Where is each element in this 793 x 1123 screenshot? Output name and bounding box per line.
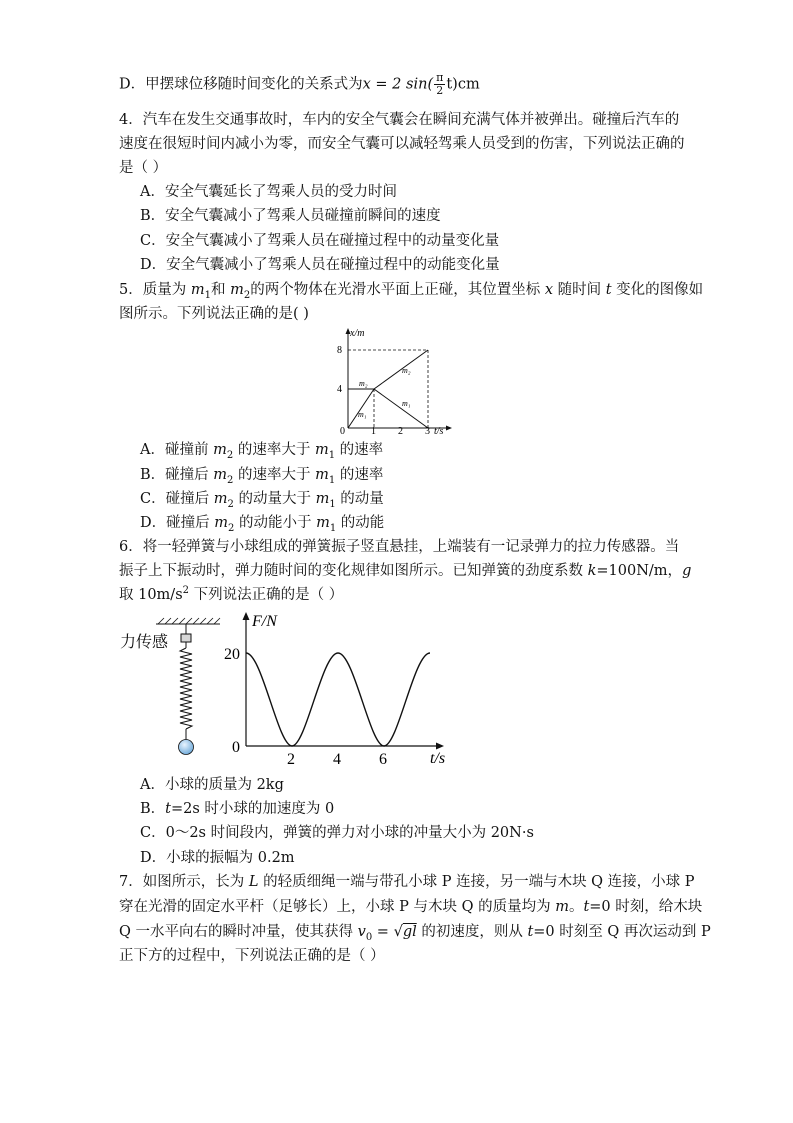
var: m: [230, 282, 244, 298]
text: C．碰撞后: [140, 491, 214, 507]
text: =0 时刻，给木块: [589, 899, 703, 915]
q4-option-b: B．安全气囊减小了驾乘人员碰撞前瞬间的速度: [140, 208, 441, 224]
x-tick-1: 1: [371, 426, 376, 436]
fraction-numerator: π: [436, 71, 444, 84]
text: 的速率大于: [233, 442, 315, 458]
x-tick-3: 3: [425, 426, 430, 436]
x-tick-6: 6: [379, 751, 387, 768]
q6-stem-line-2: [119, 561, 691, 581]
text: 的速率: [335, 442, 384, 458]
q4-option-d: D．安全气囊减小了驾乘人员在碰撞过程中的动能变化量: [140, 257, 500, 273]
var: t: [165, 801, 171, 817]
text: =100N/m，: [596, 563, 683, 579]
x-tick-4: 4: [333, 751, 341, 768]
q7-stem-line-2: [119, 897, 702, 917]
label-m2-before: m₂: [359, 379, 368, 388]
label-m1-after: m₁: [402, 399, 411, 408]
sub: 2: [226, 449, 234, 461]
spring-coil: [180, 648, 192, 729]
sqrt-sign: √: [393, 924, 403, 940]
text: 的两个物体在光滑水平面上正碰，其位置坐标: [250, 282, 545, 298]
q4-stem-line-2: 速度在很短时间内减小为零，而安全气囊可以减轻驾乘人员受到的伤害，下列说法正确的: [119, 136, 685, 152]
y-tick-20: 20: [224, 646, 240, 663]
sub: 2: [227, 522, 235, 534]
sensor-label: 力传感: [120, 632, 169, 651]
text: 的轻质细绳一端与带孔小球 P 连接，另一端与木块 Q 连接，小球 P: [258, 874, 695, 890]
text: =2s 时小球的加速度为 0: [170, 801, 335, 817]
var: m: [315, 467, 329, 483]
text: 的动量: [335, 491, 384, 507]
q6-stem-line-1: 6．将一轻弹簧与小球组成的弹簧振子竖直悬挂，上端装有一记录弹力的拉力传感器。当: [119, 539, 680, 555]
var: m: [213, 442, 227, 458]
m2-after-line: [374, 350, 428, 389]
var: m: [213, 467, 228, 483]
text: B．: [140, 801, 166, 817]
m1-before-line: [348, 389, 374, 428]
x-axis-arrow: [446, 426, 452, 431]
sup: 2: [182, 585, 190, 597]
text: 5．质量为: [119, 282, 191, 298]
q5-option-c: [140, 489, 384, 509]
spring-oscillator-figure: [150, 614, 230, 764]
fraction-denominator: 2: [436, 84, 444, 97]
x-axis-label: t/s: [434, 426, 444, 436]
q4-stem-line-1: 4．汽车在发生交通事故时，车内的安全气囊会在瞬间充满气体并被弹出。碰撞后汽车的: [119, 112, 680, 128]
q5-option-b: [140, 465, 383, 485]
ball: [179, 740, 194, 755]
label-m1-before: m₁: [358, 410, 367, 419]
force-curve: [246, 653, 430, 746]
q7-stem-line-4: 正下方的过程中，下列说法正确的是（ ）: [119, 948, 385, 964]
var: gl: [402, 924, 417, 940]
q6-stem-line-3: [119, 585, 343, 605]
text: A．碰撞前: [140, 442, 214, 458]
y-tick-4: 4: [337, 384, 342, 395]
text: 变化的图像如: [611, 282, 704, 298]
text: 的速率: [335, 467, 384, 483]
text: 。: [568, 899, 584, 915]
var: m: [315, 491, 330, 507]
q6-option-a: A．小球的质量为 2kg: [140, 777, 284, 793]
y-tick-8: 8: [337, 345, 342, 356]
q5-option-a: [140, 440, 383, 460]
var: m: [316, 515, 330, 531]
q4-option-a: A．安全气囊延长了驾乘人员的受力时间: [140, 184, 397, 200]
sub: 1: [329, 522, 337, 534]
var: t: [605, 282, 612, 298]
text: 的动能小于: [234, 515, 317, 531]
ceiling-hatch: [158, 618, 220, 624]
y-tick-0: 0: [232, 739, 240, 756]
var: x: [544, 282, 553, 298]
text: 和: [210, 282, 231, 298]
var: m: [213, 491, 228, 507]
x-tick-2: 2: [398, 426, 403, 436]
var: t: [583, 899, 590, 915]
sub: 0: [365, 931, 373, 943]
fraction: [434, 72, 445, 97]
q4-stem-line-3: 是（ ）: [119, 160, 168, 176]
sub: 1: [329, 498, 336, 510]
option-label: D．: [119, 76, 146, 93]
sub: 2: [227, 498, 234, 510]
q5-stem-line-2: 图所示。下列说法正确的是( ): [119, 306, 309, 322]
text: 的动量大于: [233, 491, 316, 507]
top-option-d: [119, 72, 480, 97]
option-text: 甲摆球位移随时间变化的关系式为: [145, 76, 363, 93]
var: v: [357, 924, 366, 940]
q5-position-time-graph: [330, 324, 460, 436]
q4-option-c: C．安全气囊减小了驾乘人员在碰撞过程中的动量变化量: [140, 233, 500, 249]
q6-option-c: C．0～2s 时间段内，弹簧的弹力对小球的冲量大小为 20N·s: [140, 825, 534, 841]
text: =: [372, 924, 394, 940]
text: 的动能: [336, 515, 385, 531]
q5-stem-line-1: [119, 280, 703, 300]
var: L: [248, 874, 259, 890]
sub: 1: [204, 289, 211, 301]
text: 穿在光滑的固定水平杆（足够长）上，小球 P 与木块 Q 的质量均为: [119, 899, 556, 915]
q6-option-d: D．小球的振幅为 0.2m: [140, 850, 295, 866]
formula-part: x = 2 sin(: [362, 76, 434, 93]
y-axis-label: F/N: [252, 613, 277, 630]
var: m: [555, 899, 569, 915]
text: 随时间: [553, 282, 606, 298]
text: D．碰撞后: [140, 515, 215, 531]
sub: 2: [227, 474, 234, 486]
var: m: [214, 515, 228, 531]
x-axis-arrow: [436, 743, 444, 750]
text: 下列说法正确的是（ ）: [189, 587, 344, 603]
text: B．碰撞后: [140, 467, 214, 483]
var: k: [587, 563, 597, 579]
q5-option-d: [140, 513, 384, 533]
m1-after-line: [374, 389, 428, 428]
formula-part: t)cm: [446, 76, 480, 93]
q6-option-b: [140, 799, 334, 819]
sub: 1: [328, 474, 336, 486]
label-m2-after: m₂: [402, 366, 411, 375]
sub: 1: [328, 449, 336, 461]
text: 取 10m/s: [119, 587, 183, 603]
var: m: [190, 282, 205, 298]
x-tick-2: 2: [287, 751, 295, 768]
y-axis-label: x/m: [350, 328, 365, 339]
text: Q 一水平向右的瞬时冲量，使其获得: [119, 924, 358, 940]
text: 7．如图所示，长为: [119, 874, 249, 890]
force-sensor-box: [181, 634, 191, 642]
text: =0 时刻至 Q 再次运动到 P: [533, 924, 711, 940]
sub: 2: [243, 289, 251, 301]
var: m: [314, 442, 329, 458]
text: 振子上下振动时，弹力随时间的变化规律如图所示。已知弹簧的劲度系数: [119, 563, 588, 579]
var: t: [527, 924, 534, 940]
q6-force-time-graph: [222, 606, 452, 768]
q7-stem-line-1: [119, 872, 695, 892]
x-axis-label: t/s: [430, 750, 446, 767]
origin-label: 0: [340, 426, 345, 436]
text: 的速率大于: [233, 467, 316, 483]
text: 的初速度，则从: [416, 924, 528, 940]
y-axis-arrow: [243, 612, 250, 620]
var: g: [682, 563, 692, 579]
q7-stem-line-3: [119, 922, 711, 942]
